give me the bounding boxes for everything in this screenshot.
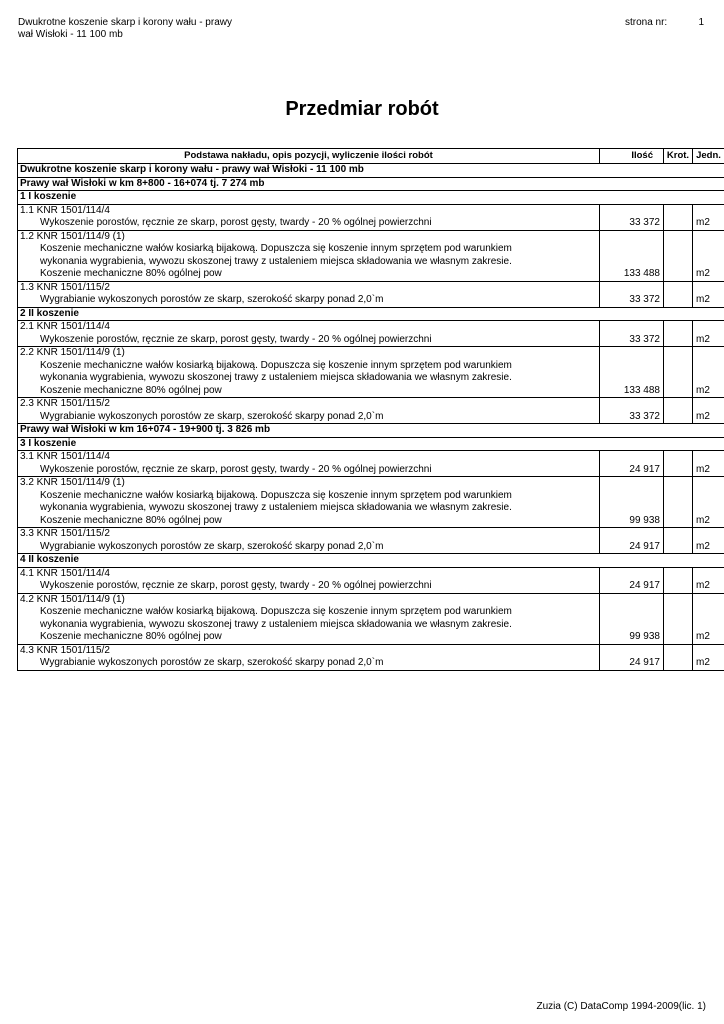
item-description-line: Koszenie mechaniczne 80% ogólnej pow (40, 514, 222, 526)
item-multiplier (664, 567, 693, 593)
item-multiplier (664, 281, 693, 307)
item-description-cell (18, 321, 600, 347)
item-code: 1.2 KNR 1501/114/9 (1) (20, 230, 125, 242)
item-code: 1.1 KNR 1501/114/4 (20, 204, 110, 216)
item-description-line: Wygrabianie wykoszonych porostów ze skarp, szerokość skarpy ponad 2,0`m (40, 294, 384, 305)
item-description-cell (18, 477, 600, 528)
page-title: Przedmiar robót (285, 98, 439, 120)
group-heading: 4 II koszenie (18, 554, 724, 568)
header-line-1: Dwukrotne koszenie skarp i korony wału - prawy (18, 17, 232, 28)
item-quantity: 24 917 (600, 567, 664, 593)
item-unit: m2 (693, 528, 724, 554)
column-header-unit: Jedn. (693, 149, 724, 164)
item-description-cell (18, 398, 600, 424)
item-description-line: Koszenie mechaniczne 80% ogólnej pow (40, 384, 222, 396)
item-description-line: Wykoszenie porostów, ręcznie ze skarp, porost gęsty, twardy - 20 % ogólnej powierzchni (40, 580, 432, 591)
item-code: 2.3 KNR 1501/115/2 (20, 398, 110, 409)
item-description-line: Wykoszenie porostów, ręcznie ze skarp, porost gęsty, twardy - 20 % ogólnej powierzchni (40, 217, 432, 228)
item-unit: m2 (693, 451, 724, 477)
item-quantity: 33 372 (600, 398, 664, 424)
item-unit: m2 (693, 644, 724, 670)
table-row (18, 528, 724, 554)
item-quantity: 99 938 (600, 593, 664, 644)
item-code: 2.2 KNR 1501/114/9 (1) (20, 347, 125, 358)
table-row (18, 398, 724, 424)
item-description-cell (18, 230, 600, 281)
footer-credit: Zuzia (C) DataComp 1994-2009(lic. 1) (536, 1001, 706, 1012)
item-unit: m2 (693, 230, 724, 281)
item-description-cell (18, 281, 600, 307)
table-row (18, 477, 724, 528)
item-quantity: 24 917 (600, 451, 664, 477)
item-quantity: 133 488 (600, 230, 664, 281)
bill-of-quantities-table (17, 148, 724, 671)
item-description-cell (18, 347, 600, 398)
item-description-line: Wygrabianie wykoszonych porostów ze skarp, szerokość skarpy ponad 2,0`m (40, 410, 384, 422)
item-description-line: Koszenie mechaniczne wałów kosiarką bijakową. Dopuszcza się koszenie innym sprzętem pod warunkiem (40, 606, 512, 617)
table-row (18, 321, 724, 347)
table-row (18, 593, 724, 644)
group-heading-row (18, 307, 724, 321)
page-number: 1 (698, 17, 704, 28)
table-body (18, 164, 724, 671)
main-heading-row (18, 164, 724, 178)
group-heading: 2 II koszenie (18, 307, 724, 321)
item-code: 3.3 KNR 1501/115/2 (20, 528, 110, 539)
item-multiplier (664, 321, 693, 347)
item-unit: m2 (693, 593, 724, 644)
item-code: 4.1 KNR 1501/114/4 (20, 567, 110, 579)
item-description-line: Wykoszenie porostów, ręcznie ze skarp, porost gęsty, twardy - 20 % ogólnej powierzchni (40, 333, 432, 345)
item-description-cell (18, 528, 600, 554)
table-row (18, 644, 724, 670)
item-multiplier (664, 347, 693, 398)
item-code: 3.1 KNR 1501/114/4 (20, 451, 110, 462)
main-heading: Dwukrotne koszenie skarp i korony wału - prawy wał Wisłoki - 11 100 mb (18, 164, 724, 178)
item-multiplier (664, 477, 693, 528)
item-description-cell (18, 204, 600, 230)
item-unit: m2 (693, 567, 724, 593)
header-line-2: wał Wisłoki - 11 100 mb (18, 29, 123, 40)
item-description-line: Koszenie mechaniczne wałów kosiarką bijakową. Dopuszcza się koszenie innym sprzętem pod warunkiem (40, 359, 512, 371)
table-row (18, 347, 724, 398)
section-heading-row (18, 424, 724, 438)
item-code: 2.1 KNR 1501/114/4 (20, 321, 110, 332)
section-heading: Prawy wał Wisłoki w km 16+074 - 19+900 tj. 3 826 mb (18, 424, 724, 438)
group-heading: 1 I koszenie (18, 191, 724, 205)
table-row (18, 451, 724, 477)
item-description-cell (18, 451, 600, 477)
item-quantity: 24 917 (600, 644, 664, 670)
group-heading: 3 I koszenie (18, 437, 724, 451)
item-description-line: Wygrabianie wykoszonych porostów ze skarp, szerokość skarpy ponad 2,0`m (40, 540, 384, 552)
item-quantity: 33 372 (600, 204, 664, 230)
item-code: 4.2 KNR 1501/114/9 (1) (20, 593, 125, 605)
item-unit: m2 (693, 398, 724, 424)
table-header-row (18, 149, 724, 164)
item-multiplier (664, 204, 693, 230)
item-unit: m2 (693, 477, 724, 528)
item-unit: m2 (693, 281, 724, 307)
item-unit: m2 (693, 321, 724, 347)
item-multiplier (664, 451, 693, 477)
item-description-line: wykonania wygrabienia, wywozu skoszonej trawy z ustaleniem miejsca składowania we własnym zakresie. (40, 502, 512, 513)
group-heading-row (18, 191, 724, 205)
item-description-line: Koszenie mechaniczne 80% ogólnej pow (40, 268, 222, 279)
section-heading: Prawy wał Wisłoki w km 8+800 - 16+074 tj. 7 274 mb (18, 177, 724, 191)
item-description-line: Wygrabianie wykoszonych porostów ze skarp, szerokość skarpy ponad 2,0`m (40, 657, 384, 668)
item-quantity: 24 917 (600, 528, 664, 554)
item-unit: m2 (693, 347, 724, 398)
item-quantity: 133 488 (600, 347, 664, 398)
item-description-line: wykonania wygrabienia, wywozu skoszonej trawy z ustaleniem miejsca składowania we własnym zakresie. (40, 618, 512, 630)
item-code: 1.3 KNR 1501/115/2 (20, 281, 110, 293)
item-quantity: 99 938 (600, 477, 664, 528)
table-row (18, 204, 724, 230)
item-code: 4.3 KNR 1501/115/2 (20, 644, 110, 656)
item-description-line: wykonania wygrabienia, wywozu skoszonej trawy z ustaleniem miejsca składowania we własnym zakresie. (40, 372, 512, 383)
item-description-line: Koszenie mechaniczne wałów kosiarką bijakową. Dopuszcza się koszenie innym sprzętem pod warunkiem (40, 489, 512, 501)
page-label: strona nr: (624, 17, 668, 28)
column-header-multiplier: Krot. (664, 149, 693, 164)
item-code: 3.2 KNR 1501/114/9 (1) (20, 477, 125, 488)
table-row (18, 230, 724, 281)
item-quantity: 33 372 (600, 321, 664, 347)
table-row (18, 281, 724, 307)
item-quantity: 33 372 (600, 281, 664, 307)
item-description-line: Koszenie mechaniczne 80% ogólnej pow (40, 631, 222, 642)
item-description-line: wykonania wygrabienia, wywozu skoszonej trawy z ustaleniem miejsca składowania we własnym zakresie. (40, 255, 512, 267)
item-multiplier (664, 528, 693, 554)
column-header-quantity: Ilość (600, 149, 664, 164)
table-row (18, 567, 724, 593)
item-multiplier (664, 230, 693, 281)
column-header-description: Podstawa nakładu, opis pozycji, wyliczenie ilości robót (18, 149, 600, 164)
group-heading-row (18, 437, 724, 451)
item-multiplier (664, 644, 693, 670)
item-description-cell (18, 644, 600, 670)
item-description-cell (18, 567, 600, 593)
item-description-line: Koszenie mechaniczne wałów kosiarką bijakową. Dopuszcza się koszenie innym sprzętem pod warunkiem (40, 243, 512, 254)
item-multiplier (664, 398, 693, 424)
group-heading-row (18, 554, 724, 568)
document-header (18, 17, 232, 41)
item-description-line: Wykoszenie porostów, ręcznie ze skarp, porost gęsty, twardy - 20 % ogólnej powierzchni (40, 463, 432, 475)
item-multiplier (664, 593, 693, 644)
item-description-cell (18, 593, 600, 644)
item-unit: m2 (693, 204, 724, 230)
page-indicator (625, 17, 704, 29)
section-heading-row (18, 177, 724, 191)
